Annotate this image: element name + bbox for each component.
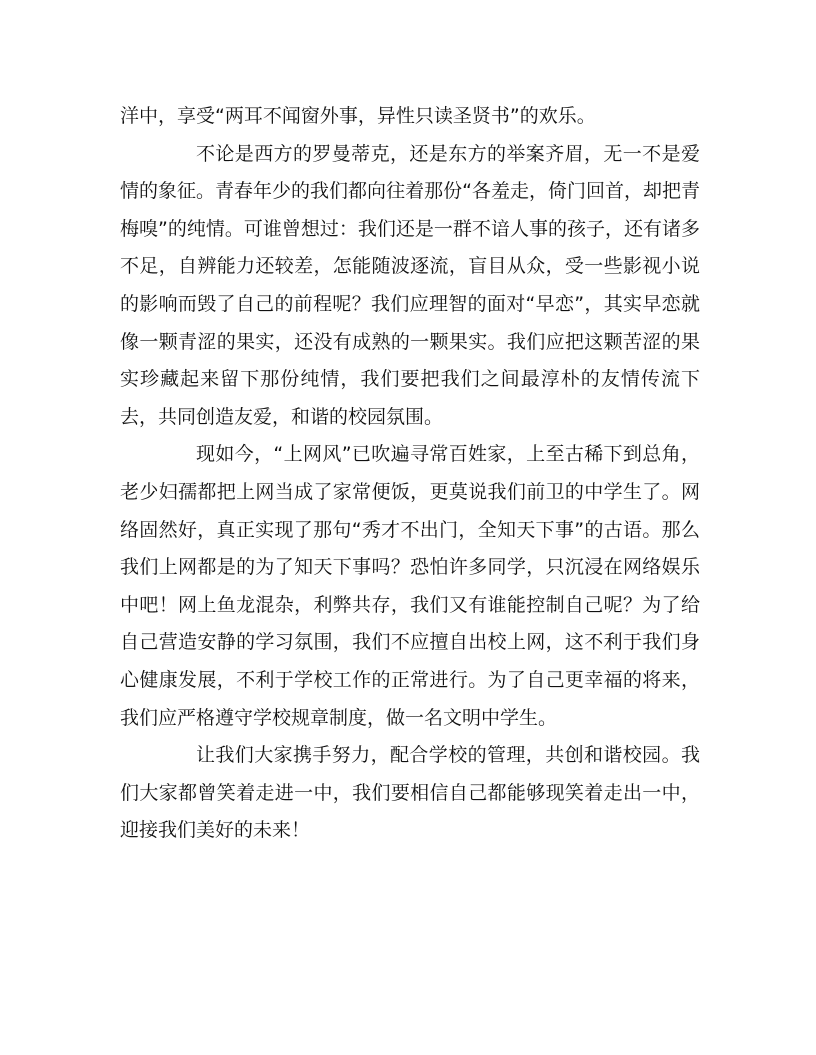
- paragraph-internet: 现如今，“上网风”已吹遍寻常百姓家，上至古稀下到总角，老少妇孺都把上网当成了家常便饭，更莫说我们前卫的中学生了。网络固然好，真正实现了那句“秀才不出门，全知天下事”的古语。那么我们上网都是的为了知天下事吗？恐怕许多同学，只沉浸在网络娱乐中吧！网上鱼龙混杂，利弊共存，我们又有谁能控制自己呢？为了给自己营造安静的学习氛围，我们不应擅自出校上网，这不利于我们身心健康发展，不利于学校工作的正常进行。为了自己更幸福的将来，我们应严格遵守学校规章制度，做一名文明中学生。: [120, 443, 700, 729]
- document-body: [120, 98, 700, 850]
- paragraph-closing: 让我们大家携手努力，配合学校的管理，共创和谐校园。我们大家都曾笑着走进一中，我们要相信自己都能够现笑着走出一中，迎接我们美好的未来！: [120, 744, 700, 842]
- paragraph-continuation: 洋中，享受“两耳不闻窗外事，异性只读圣贤书”的欢乐。: [120, 105, 596, 127]
- paragraph-romance: 不论是西方的罗曼蒂克，还是东方的举案齐眉，无一不是爱情的象征。青春年少的我们都向往着那份“各羞走，倚门回首，却把青梅嗅”的纯情。可谁曾想过：我们还是一群不谙人事的孩子，还有诸多不足，自辨能力还较差，怎能随波逐流，盲目从众，受一些影视小说的影响而毁了自己的前程呢？我们应理智的面对“早恋”，其实早恋就像一颗青涩的果实，还没有成熟的一颗果实。我们应把这颗苦涩的果实珍藏起来留下那份纯情，我们要把我们之间最淳朴的友情传流下去，共同创造友爱，和谐的校园氛围。: [120, 142, 700, 428]
